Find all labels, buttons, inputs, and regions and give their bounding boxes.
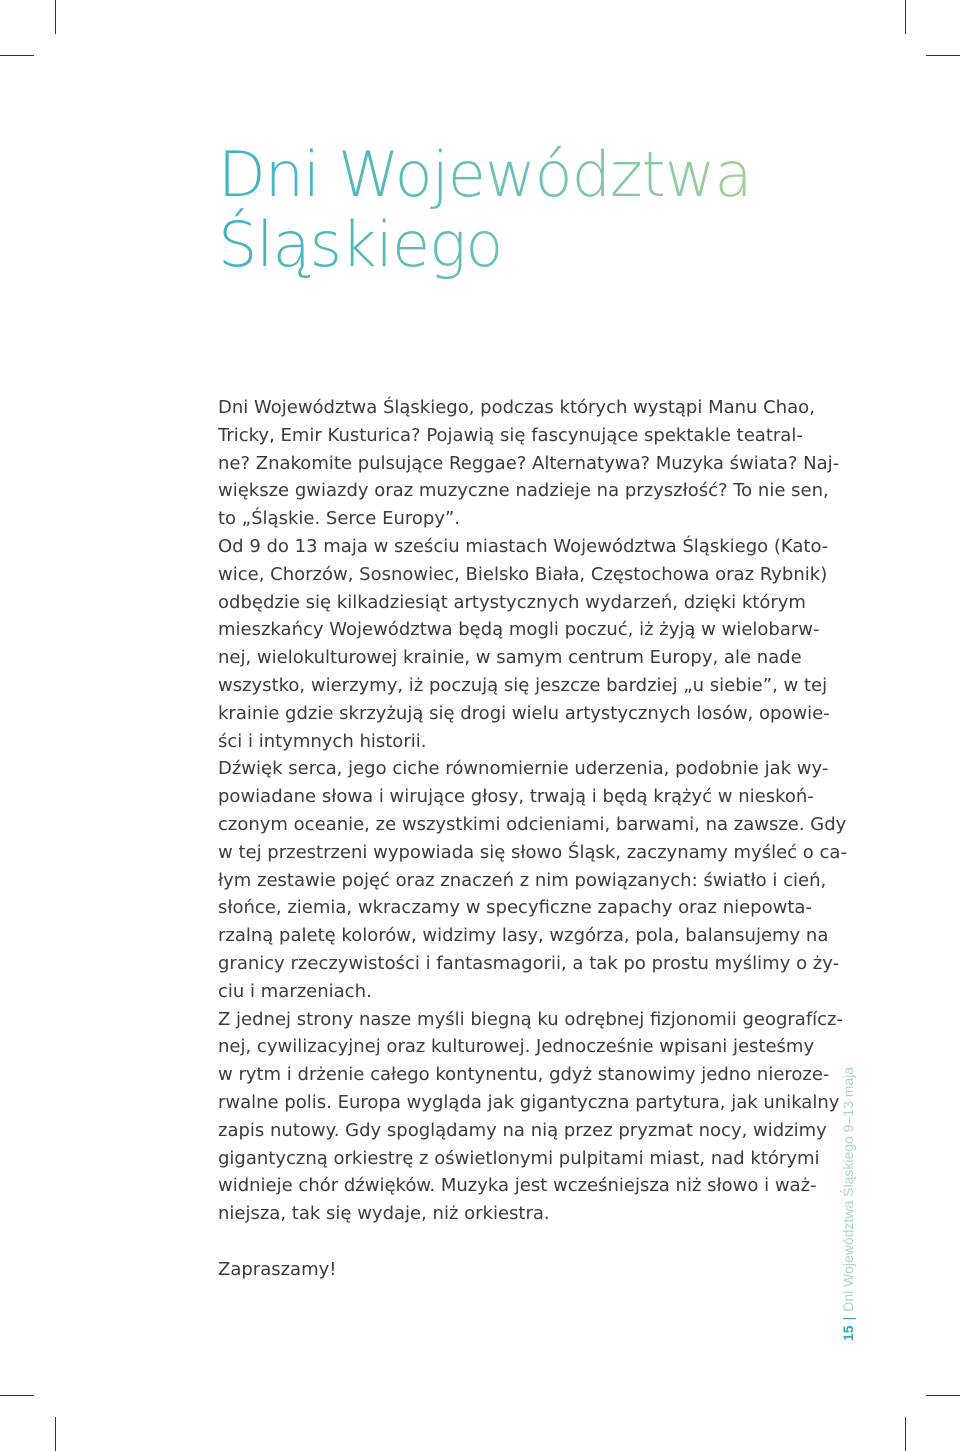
body-line: rzalną paletę kolorów, widzimy lasy, wzgórza, pola, balansujemy na: [218, 925, 829, 947]
page-title-line-1: Dni Województwa: [218, 138, 752, 211]
body-line: widnieje chór dźwięków. Muzyka jest wcześniejsza niż słowo i waż-: [218, 1175, 817, 1197]
body-line: ne? Znakomite pulsujące Reggae? Alternatywa? Muzyka świata? Naj-: [218, 452, 840, 474]
crop-mark-bottom-left-h: [0, 1395, 34, 1396]
crop-mark-top-right: [905, 0, 906, 34]
paragraph-gap: [218, 1228, 798, 1256]
page-title: [218, 140, 918, 280]
body-line: to „Śląskie. Serce Europy”.: [218, 508, 461, 530]
body-line: rwalne polis. Europa wygląda jak gigantyczna partytura, jak unikalny: [218, 1091, 840, 1113]
crop-mark-bottom-right: [905, 1417, 906, 1451]
body-line: słońce, ziemia, wkraczamy w specyficzne zapachy oraz niepowta-: [218, 897, 812, 919]
closing-line: Zapraszamy!: [218, 1258, 337, 1280]
body-line: zapis nutowy. Gdy spoglądamy na nią przez pryzmat nocy, widzimy: [218, 1119, 827, 1141]
body-line: Dźwięk serca, jego ciche równomiernie uderzenia, podobnie jak wy-: [218, 758, 829, 780]
body-line: w tej przestrzeni wypowiada się słowo Śląsk, zaczynamy myśleć o ca-: [218, 841, 847, 863]
body-line: wszystko, wierzymy, iż poczują się jeszcze bardziej „u siebie”, w tej: [218, 674, 828, 696]
body-line: większe gwiazdy oraz muzyczne nadzieje na przyszłość? To nie sen,: [218, 480, 829, 502]
body-line: czonym oceanie, ze wszystkimi odcieniami, barwami, na zawsze. Gdy: [218, 813, 847, 835]
footer-separator: |: [840, 1316, 856, 1321]
body-line: łym zestawie pojęć oraz znaczeń z nim powiązanych: światło i cień,: [218, 869, 827, 891]
crop-mark-top-right-h: [926, 55, 960, 56]
page-title-line-2: Śląskiego: [218, 208, 503, 281]
crop-mark-top-left: [55, 0, 56, 34]
body-line: ści i intymnych historii.: [218, 730, 427, 752]
page-number: 15: [840, 1325, 856, 1341]
body-line: nej, cywilizacyjnej oraz kulturowej. Jednocześnie wpisani jesteśmy: [218, 1036, 815, 1058]
body-line: odbędzie się kilkadziesiąt artystycznych wydarzeń, dzięki którym: [218, 591, 806, 613]
body-text: [218, 394, 847, 1284]
body-line: Tricky, Emir Kusturica? Pojawią się fascynujące spektakle teatral-: [218, 424, 803, 446]
body-line: Od 9 do 13 maja w sześciu miastach Województwa Śląskiego (Kato-: [218, 535, 829, 557]
body-line: gigantyczną orkiestrę z oświetlonymi pulpitami miast, nad którymi: [218, 1147, 820, 1169]
crop-mark-bottom-right-h: [926, 1395, 960, 1396]
body-line: nej, wielokulturowej krainie, w samym centrum Europy, ale nade: [218, 647, 802, 669]
body-line: krainie gdzie skrzyżują się drogi wielu artystycznych losów, opowie-: [218, 702, 830, 724]
body-line: Z jednej strony nasze myśli biegną ku odrębnej fizjonomii geografícz-: [218, 1008, 843, 1030]
body-line: Dni Województwa Śląskiego, podczas których wystąpi Manu Chao,: [218, 397, 815, 418]
running-title: Dni Województwa Śląskiego 9–13 maja: [840, 1066, 856, 1312]
body-line: wice, Chorzów, Sosnowiec, Bielsko Biała, Częstochowa oraz Rybnik): [218, 563, 828, 585]
body-line: granicy rzeczywistości i fantasmagorii, a tak po prostu myślimy o ży-: [218, 952, 840, 974]
crop-mark-bottom-left: [55, 1417, 56, 1451]
body-line: ciu i marzeniach.: [218, 980, 372, 1002]
running-footer: [838, 1067, 858, 1341]
crop-mark-top-left-h: [0, 55, 34, 56]
body-line: niejsza, tak się wydaje, niż orkiestra.: [218, 1203, 550, 1225]
body-line: mieszkańcy Województwa będą mogli poczuć, iż żyją w wielobarw-: [218, 619, 820, 641]
body-line: powiadane słowa i wirujące głosy, trwają i będą krążyć w nieskoń-: [218, 786, 814, 808]
body-line: w rytm i drżenie całego kontynentu, gdyż stanowimy jedno nieroze-: [218, 1064, 830, 1086]
